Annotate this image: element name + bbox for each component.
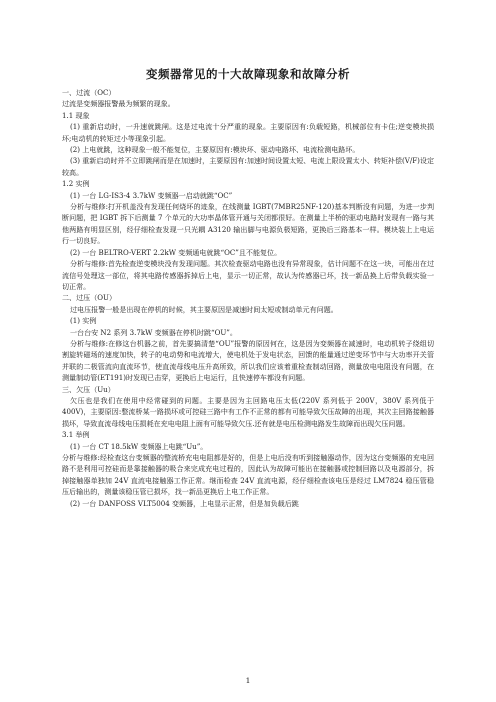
- paragraph: (2) 一台 BELTRO-VERT 2.2kW 变频通电就跳“OC”且不能复位。: [70, 247, 282, 257]
- paragraph: (1) 一台 LG-IS3-4 3.7kW 变频器一启动就跳“OC”: [70, 190, 233, 200]
- paragraph: (2) 一台 DANFOSS VLT5004 变频器，上电显示正常，但是加负载后跳: [70, 498, 299, 508]
- subsection-heading: 1.1 现象: [62, 110, 90, 120]
- document-body: [62, 87, 434, 509]
- paragraph: 分析与维修:打开机盖没有发现任何烧坏的迹象，在线测量 IGBT(7MBR25NF-120)基本判断没有问题，为进一步判断问题，把 IGBT 拆下后测量 7 个单元的大功率晶体管开通与关闭都很好。在测量上半桥的驱动电路时发现有一路与其他两路有明显区别，经仔细检查发现一只光耦 A3120 输出脚与电源负极短路，更换后三路基本一样。模块装上上电运行一切良好。: [62, 202, 434, 246]
- paragraph: 一台台安 N2 系列 3.7kW 变频器在停机时跳“OU”。: [70, 327, 237, 337]
- section-heading: 三、欠压（Uu）: [62, 384, 115, 394]
- paragraph: 分析与维修:在修这台机器之前，首先要搞清楚“OU”报警的原因何在，这是因为变频器在减速时，电动机转子绕组切割旋转磁场的速度加快，转子的电动势和电流增大，使电机处于发电状态，回馈的能量通过逆变环节中与大功率开关管并联的二极管流向直流环节，使直流母线电压升高所致，所以我们应该着重检查制动回路，测量放电电阻没有问题，在测量制动管(ET191)时发现已击穿，更换后上电运行，且快速停车都没有问题。: [62, 338, 434, 383]
- paragraph: 过电压报警一般是出现在停机的时候，其主要原因是减速时间太短或制动单元有问题。: [70, 304, 338, 314]
- paragraph: 分析与维修:首先检查逆变模块没有发现问题。其次检查驱动电路也没有异常现象，估计问题不在这一块，可能出在过流信号处理这一部位，将其电路传感器拆掉后上电，显示一切正常，故认为传感器已坏，找一新品换上后带负载实验一切正常。: [62, 259, 434, 291]
- paragraph: (3) 重新启动时并不立即跳闸而是在加速时，主要原因有:加速时间设置太短、电流上限设置太小、转矩补偿(V/F)设定较高。: [62, 156, 434, 177]
- page-number: 1: [245, 676, 251, 685]
- subsection-heading: 3.1 举例: [62, 430, 90, 440]
- subsection-heading: 1.2 实例: [62, 179, 90, 189]
- paragraph: (1) 重新启动时，一升速就跳闸。这是过电流十分严重的现象。主要原因有:负载短路，机械部位有卡住;逆变模块损坏;电动机的转矩过小等现象引起。: [62, 122, 434, 143]
- paragraph: (2) 上电就跳，这种现象一般不能复位，主要原因有:模块坏、驱动电路坏、电流检测电路坏。: [70, 145, 360, 155]
- paragraph: (1) 实例: [70, 316, 97, 326]
- document-title: 变频器常见的十大故障现象和故障分析: [146, 67, 350, 81]
- paragraph: 过流是变频器报警最为频繁的现象。: [62, 99, 175, 109]
- paragraph: 欠压也是我们在使用中经常碰到的问题。主要是因为主回路电压太低(220V 系列低于 200V，380V 系列低于 400V)，主要原因:整流桥某一路损坏或可控硅三路中有工作不正常的都有可能导致欠压故障的出现，其次主回路接触器损坏，导致直流母线电压损耗在充电电阻上面有可能导致欠压.还有就是电压检测电路发生故障而出现欠压问题。: [62, 395, 434, 428]
- section-heading: 一、过流（OC）: [62, 88, 116, 97]
- paragraph: 分析与维修:经检查这台变频器的整流桥充电电阻都是好的，但是上电后没有听到接触器动作，因为这台变频器的充电回路不是利用可控硅而是靠接触器的吸合来完成充电过程的，因此认为故障可能出在接触器或控制回路以及电源部分，拆掉接触器单独加 24V 直流电接触器工作正常。继而检查 24V 直流电源，经仔细检查该电压是经过 LM7824 稳压管稳压后输出的，测量该稳压管已损坏，找一新品更换后上电工作正常。: [62, 453, 434, 497]
- section-heading: 二、过压（OU）: [62, 293, 116, 303]
- paragraph: (1) 一台 CT 18.5kW 变频器上电跳“Uu”。: [70, 441, 208, 451]
